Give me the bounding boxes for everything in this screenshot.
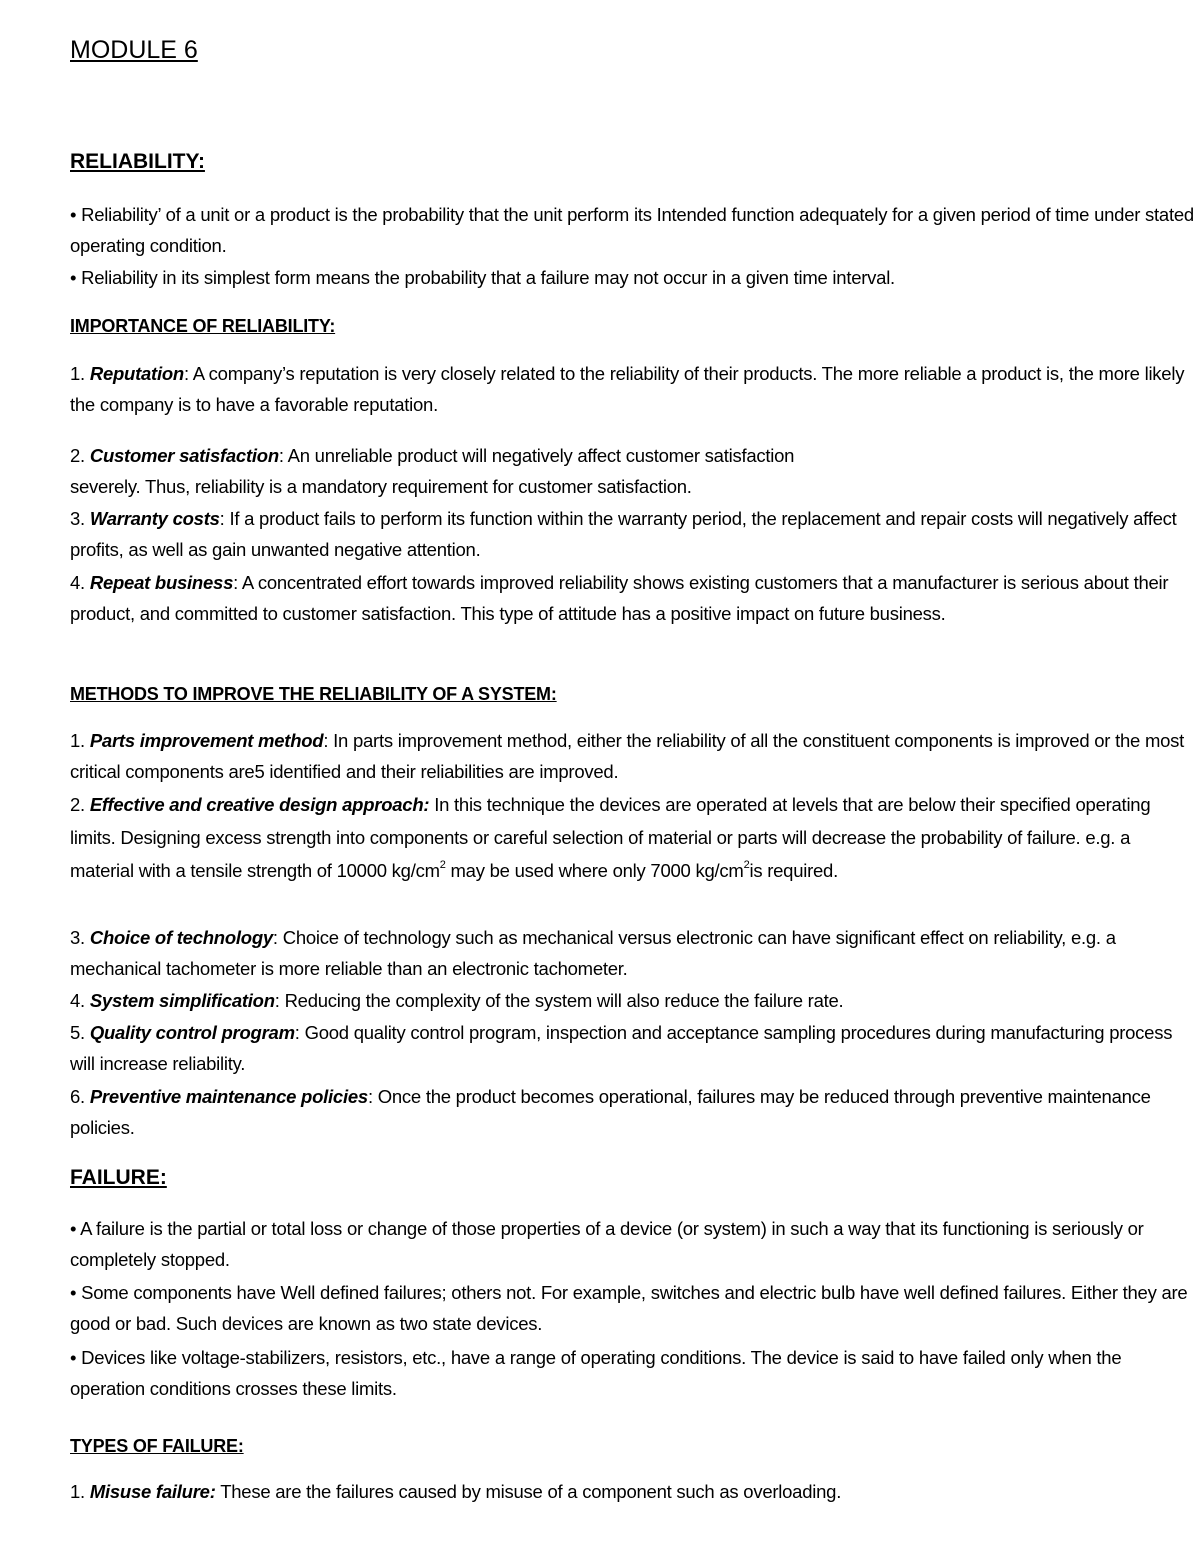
methods-item-5: 5. Quality control program: Good quality control program, inspection and acceptance sampling procedures during manufacturing process will increase reliability. [70,1022,1173,1074]
importance-item-1: 1. Reputation: A company’s reputation is very closely related to the reliability of their products. The more reliable a product is, the more likely the company is to have a favorable reputation. [70,363,1185,415]
methods-item-3: 3. Choice of technology: Choice of technology such as mechanical versus electronic can have significant effect on reliability, e.g. a mechanical tachometer is more reliable than an electronic tachometer. [70,927,1116,979]
methods-item-6: 6. Preventive maintenance policies: Once the product becomes operational, failures may be reduced through preventive maintenance policies. [70,1086,1151,1138]
term-preventive-maintenance: Preventive maintenance policies [89,1086,368,1107]
term-warranty-costs: Warranty costs [89,508,220,529]
term-misuse-failure: Misuse failure: [89,1481,216,1502]
term-reputation: Reputation [89,363,184,384]
term-parts-improvement: Parts improvement method [89,730,324,751]
types-heading: TYPES OF FAILURE: [70,1436,244,1456]
reliability-bullet-1: • Reliability’ of a unit or a product is the probability that the unit perform its Intended function adequately for a given period of time under stated operating condition. [70,204,1194,256]
term-choice-of-technology: Choice of technology [89,927,273,948]
failure-bullet-2: • Some components have Well defined failures; others not. For example, switches and electric bulb have well defined failures. Either they are good or bad. Such devices are known as two state devices. [70,1282,1188,1334]
importance-item-3: 3. Warranty costs: If a product fails to perform its function within the warranty period, the replacement and repair costs will negatively affect profits, as well as gain unwanted negative attention. [70,508,1177,560]
methods-item-2: 2. Effective and creative design approach: In this technique the devices are operated at levels that are below their specified operating limits. Designing excess strength into components or careful selection of material or parts will decrease the probability of failure. e.g. a material with a tensile strength of 10000 $kg/cm^2$ may be used where only 7000 $kg/cm^2is$ required. [70,794,1151,881]
reliability-bullet-2: • Reliability in its simplest form means the probability that a failure may not occur in a given time interval. [70,267,895,288]
term-customer-satisfaction: Customer satisfaction [89,445,279,466]
term-repeat-business: Repeat business [89,572,234,593]
importance-item-4: 4. Repeat business: A concentrated effort towards improved reliability shows existing customers that a manufacturer is serious about their product, and committed to customer satisfaction. This type of attitude has a positive impact on future business. [70,572,1169,624]
importance-heading: IMPORTANCE OF RELIABILITY: [70,316,336,336]
term-design-approach: Effective and creative design approach: [89,794,430,815]
failure-bullet-1: • A failure is the partial or total loss or change of those properties of a device (or system) in such a way that its functioning is seriously or completely stopped. [70,1218,1144,1270]
importance-item-2: 2. Customer satisfaction: An unreliable product will negatively affect customer satisfaction severely. Thus, reliability is a mandatory requirement for customer satisfaction. [70,445,795,497]
failure-bullet-3: • Devices like voltage-stabilizers, resistors, etc., have a range of operating conditions. The device is said to have failed only when the operation conditions crosses these limits. [70,1347,1122,1399]
reliability-heading: RELIABILITY: [70,150,205,173]
methods-item-1: 1. Parts improvement method: In parts improvement method, either the reliability of all the constituent components is improved or the most critical components are5 identified and their reliabilities are improved. [70,730,1185,782]
types-item-1: 1. Misuse failure: These are the failures caused by misuse of a component such as overloading. [70,1481,842,1502]
methods-item-4: 4. System simplification: Reducing the complexity of the system will also reduce the failure rate. [70,990,844,1011]
term-system-simplification: System simplification [89,990,275,1011]
methods-heading: METHODS TO IMPROVE THE RELIABILITY OF A SYSTEM: [70,684,557,704]
term-quality-control: Quality control program [89,1022,295,1043]
module-title: MODULE 6 [70,36,198,64]
failure-heading: FAILURE: [70,1166,167,1189]
